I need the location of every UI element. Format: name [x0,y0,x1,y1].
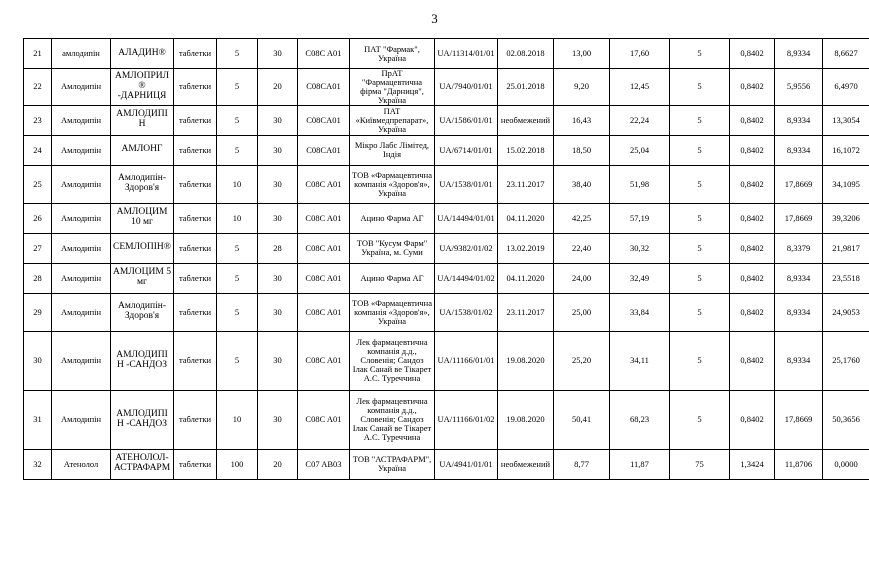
registration-date-cell: 25.01.2018 [498,69,554,106]
table-row [24,203,869,233]
table-row [24,263,869,293]
atc-code-cell: C08C A01 [298,39,350,69]
quantity-cell: 30 [258,263,298,293]
brand-name-cell: Амлодипін-Здоров'я [111,165,174,203]
manufacturer-cell: ТОВ «Фармацевтична компанія «Здоров'я», Україна [350,293,435,331]
ddd-cell: 5 [670,331,730,390]
dose-cell: 10 [217,390,258,449]
manufacturer-cell: Мікро Лабс Лімітед, Індія [350,135,435,165]
inn-cell: Атенолол [52,449,111,479]
inn-cell: Амлодипін [52,203,111,233]
atc-code-cell: C08C A01 [298,263,350,293]
wholesale-price-cell: 42,25 [554,203,610,233]
wholesale-price-cell: 24,00 [554,263,610,293]
wholesale-price-cell: 18,50 [554,135,610,165]
brand-name-cell: АЛАДИН® [111,39,174,69]
brand-name-cell: АМЛОПРИЛ® -ДАРНИЦЯ [111,69,174,106]
coefficient-cell: 0,8402 [730,135,775,165]
drug-price-table [23,38,869,480]
registration-date-cell: 02.08.2018 [498,39,554,69]
quantity-cell: 30 [258,293,298,331]
quantity-cell: 30 [258,165,298,203]
table-row [24,105,869,135]
reference-price-cell: 8,9334 [775,105,823,135]
wholesale-price-cell: 22,40 [554,233,610,263]
retail-price-cell: 22,24 [610,105,670,135]
form-cell: таблетки [174,135,217,165]
reimbursement-amount-cell: 25,1760 [823,331,869,390]
retail-price-cell: 57,19 [610,203,670,233]
page-number: 3 [431,11,438,26]
coefficient-cell: 0,8402 [730,390,775,449]
reference-price-cell: 5,9556 [775,69,823,106]
retail-price-cell: 17,60 [610,39,670,69]
coefficient-cell: 0,8402 [730,293,775,331]
dose-cell: 5 [217,331,258,390]
row-number-cell: 30 [24,331,52,390]
wholesale-price-cell: 16,43 [554,105,610,135]
quantity-cell: 20 [258,69,298,106]
quantity-cell: 30 [258,135,298,165]
ddd-cell: 5 [670,390,730,449]
dose-cell: 5 [217,69,258,106]
wholesale-price-cell: 9,20 [554,69,610,106]
ddd-cell: 5 [670,263,730,293]
ddd-cell: 5 [670,69,730,106]
table-row [24,293,869,331]
table-row [24,449,869,479]
registration-number-cell: UA/7940/01/01 [435,69,498,106]
table-row [24,233,869,263]
inn-cell: Амлодипін [52,135,111,165]
coefficient-cell: 0,8402 [730,263,775,293]
atc-code-cell: C08C A01 [298,233,350,263]
row-number-cell: 24 [24,135,52,165]
dose-cell: 5 [217,233,258,263]
retail-price-cell: 51,98 [610,165,670,203]
manufacturer-cell: ТОВ "Кусум Фарм" Україна, м. Суми [350,233,435,263]
wholesale-price-cell: 25,20 [554,331,610,390]
brand-name-cell: АМЛОЦИМ 10 мг [111,203,174,233]
registration-number-cell: UA/11166/01/02 [435,390,498,449]
registration-date-cell: 04.11.2020 [498,263,554,293]
manufacturer-cell: ТОВ «Фармацевтична компанія «Здоров'я», Україна [350,165,435,203]
row-number-cell: 25 [24,165,52,203]
reference-price-cell: 8,9334 [775,39,823,69]
coefficient-cell: 0,8402 [730,203,775,233]
wholesale-price-cell: 25,00 [554,293,610,331]
retail-price-cell: 32,49 [610,263,670,293]
form-cell: таблетки [174,69,217,106]
dose-cell: 5 [217,105,258,135]
brand-name-cell: Амлодипін-Здоров'я [111,293,174,331]
reference-price-cell: 8,9334 [775,263,823,293]
registration-date-cell: необмежений [498,449,554,479]
ddd-cell: 5 [670,39,730,69]
brand-name-cell: АМЛОНГ [111,135,174,165]
atc-code-cell: C08CA01 [298,105,350,135]
inn-cell: Амлодипін [52,165,111,203]
manufacturer-cell: Ацино Фарма АГ [350,263,435,293]
dose-cell: 5 [217,263,258,293]
brand-name-cell: АТЕНОЛОЛ-АСТРАФАРМ [111,449,174,479]
reference-price-cell: 11,8706 [775,449,823,479]
reimbursement-amount-cell: 6,4970 [823,69,869,106]
reimbursement-amount-cell: 24,9053 [823,293,869,331]
manufacturer-cell: ПАТ "Фармак", Україна [350,39,435,69]
quantity-cell: 30 [258,105,298,135]
inn-cell: Амлодипін [52,293,111,331]
row-number-cell: 23 [24,105,52,135]
retail-price-cell: 25,04 [610,135,670,165]
table-row [24,165,869,203]
form-cell: таблетки [174,390,217,449]
table-row [24,135,869,165]
registration-date-cell: 19.08.2020 [498,331,554,390]
coefficient-cell: 0,8402 [730,165,775,203]
row-number-cell: 31 [24,390,52,449]
manufacturer-cell: Лек фармацевтична компанія д.д., Словенія; Сандоз Ілак Санай ве Тікарет А.С. Туреччина [350,390,435,449]
atc-code-cell: C08C A01 [298,165,350,203]
reference-price-cell: 8,9334 [775,293,823,331]
registration-date-cell: 13.02.2019 [498,233,554,263]
reference-price-cell: 17,8669 [775,203,823,233]
registration-number-cell: UA/1538/01/01 [435,165,498,203]
ddd-cell: 5 [670,233,730,263]
quantity-cell: 30 [258,39,298,69]
inn-cell: Амлодипін [52,331,111,390]
ddd-cell: 5 [670,135,730,165]
table-row [24,39,869,69]
retail-price-cell: 12,45 [610,69,670,106]
registration-number-cell: UA/14494/01/01 [435,203,498,233]
form-cell: таблетки [174,105,217,135]
atc-code-cell: C08CA01 [298,135,350,165]
retail-price-cell: 34,11 [610,331,670,390]
brand-name-cell: АМЛОДИПІН -САНДОЗ [111,390,174,449]
atc-code-cell: C08C A01 [298,293,350,331]
coefficient-cell: 0,8402 [730,69,775,106]
form-cell: таблетки [174,165,217,203]
row-number-cell: 29 [24,293,52,331]
form-cell: таблетки [174,449,217,479]
registration-number-cell: UA/11166/01/01 [435,331,498,390]
manufacturer-cell: ПАТ «Київмедпрепарат», Україна [350,105,435,135]
row-number-cell: 32 [24,449,52,479]
form-cell: таблетки [174,203,217,233]
ddd-cell: 5 [670,105,730,135]
reimbursement-amount-cell: 16,1072 [823,135,869,165]
registration-number-cell: UA/1586/01/01 [435,105,498,135]
dose-cell: 5 [217,39,258,69]
dose-cell: 100 [217,449,258,479]
registration-number-cell: UA/14494/01/02 [435,263,498,293]
retail-price-cell: 11,87 [610,449,670,479]
form-cell: таблетки [174,293,217,331]
reimbursement-amount-cell: 50,3656 [823,390,869,449]
row-number-cell: 26 [24,203,52,233]
brand-name-cell: АМЛОЦИМ 5 мг [111,263,174,293]
reference-price-cell: 8,9334 [775,331,823,390]
registration-date-cell: необмежений [498,105,554,135]
coefficient-cell: 0,8402 [730,39,775,69]
inn-cell: Амлодипін [52,69,111,106]
registration-number-cell: UA/4941/01/01 [435,449,498,479]
row-number-cell: 27 [24,233,52,263]
reimbursement-amount-cell: 39,3206 [823,203,869,233]
form-cell: таблетки [174,39,217,69]
quantity-cell: 30 [258,331,298,390]
atc-code-cell: C08C A01 [298,390,350,449]
wholesale-price-cell: 38,40 [554,165,610,203]
atc-code-cell: C08C A01 [298,203,350,233]
brand-name-cell: АМЛОДИПІН [111,105,174,135]
retail-price-cell: 30,32 [610,233,670,263]
table-row [24,390,869,449]
row-number-cell: 21 [24,39,52,69]
registration-date-cell: 19.08.2020 [498,390,554,449]
atc-code-cell: C08C A01 [298,331,350,390]
ddd-cell: 5 [670,203,730,233]
reference-price-cell: 17,8669 [775,165,823,203]
registration-date-cell: 04.11.2020 [498,203,554,233]
row-number-cell: 22 [24,69,52,106]
reference-price-cell: 8,9334 [775,135,823,165]
table-row [24,331,869,390]
brand-name-cell: СЕМЛОПІН® [111,233,174,263]
coefficient-cell: 0,8402 [730,331,775,390]
reference-price-cell: 17,8669 [775,390,823,449]
inn-cell: Амлодипін [52,105,111,135]
registration-number-cell: UA/11314/01/01 [435,39,498,69]
retail-price-cell: 68,23 [610,390,670,449]
wholesale-price-cell: 8,77 [554,449,610,479]
brand-name-cell: АМЛОДИПІН -САНДОЗ [111,331,174,390]
registration-number-cell: UA/1538/01/02 [435,293,498,331]
reference-price-cell: 8,3379 [775,233,823,263]
coefficient-cell: 0,8402 [730,105,775,135]
manufacturer-cell: ТОВ "АСТРАФАРМ", Україна [350,449,435,479]
quantity-cell: 30 [258,390,298,449]
manufacturer-cell: Ацино Фарма АГ [350,203,435,233]
atc-code-cell: C08CA01 [298,69,350,106]
inn-cell: Амлодипін [52,263,111,293]
reimbursement-amount-cell: 34,1095 [823,165,869,203]
table-row [24,69,869,106]
dose-cell: 5 [217,135,258,165]
dose-cell: 5 [217,293,258,331]
form-cell: таблетки [174,263,217,293]
inn-cell: амлодипін [52,39,111,69]
ddd-cell: 5 [670,165,730,203]
retail-price-cell: 33,84 [610,293,670,331]
form-cell: таблетки [174,331,217,390]
wholesale-price-cell: 13,00 [554,39,610,69]
form-cell: таблетки [174,233,217,263]
quantity-cell: 28 [258,233,298,263]
quantity-cell: 20 [258,449,298,479]
reimbursement-amount-cell: 0,0000 [823,449,869,479]
registration-date-cell: 23.11.2017 [498,293,554,331]
registration-number-cell: UA/9382/01/02 [435,233,498,263]
inn-cell: Амлодипін [52,390,111,449]
registration-date-cell: 15.02.2018 [498,135,554,165]
dose-cell: 10 [217,165,258,203]
manufacturer-cell: ПрАТ "Фармацевтична фірма "Дарниця", Україна [350,69,435,106]
ddd-cell: 75 [670,449,730,479]
quantity-cell: 30 [258,203,298,233]
registration-date-cell: 23.11.2017 [498,165,554,203]
registration-number-cell: UA/6714/01/01 [435,135,498,165]
reimbursement-amount-cell: 13,3054 [823,105,869,135]
inn-cell: Амлодипін [52,233,111,263]
coefficient-cell: 1,3424 [730,449,775,479]
reimbursement-amount-cell: 23,5518 [823,263,869,293]
dose-cell: 10 [217,203,258,233]
coefficient-cell: 0,8402 [730,233,775,263]
manufacturer-cell: Лек фармацевтична компанія д.д., Словенія; Сандоз Ілак Санай ве Тікарет А.С. Туреччина [350,331,435,390]
atc-code-cell: C07 AB03 [298,449,350,479]
ddd-cell: 5 [670,293,730,331]
row-number-cell: 28 [24,263,52,293]
reimbursement-amount-cell: 8,6627 [823,39,869,69]
reimbursement-amount-cell: 21,9817 [823,233,869,263]
wholesale-price-cell: 50,41 [554,390,610,449]
